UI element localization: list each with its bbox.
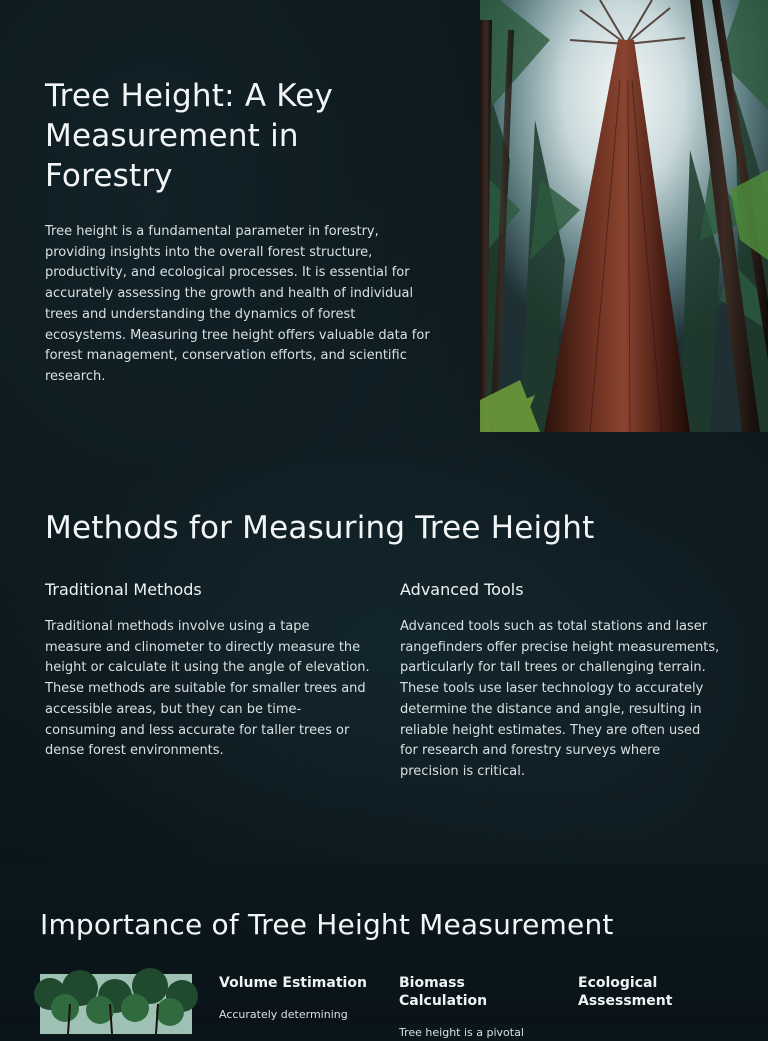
tall-tree-photo-icon [480,0,768,432]
forest-canopy-photo-icon [40,974,192,1034]
methods-section [0,432,768,864]
hero-image [480,0,768,432]
ecological-assessment-card [578,974,698,1024]
hero-section [0,0,768,432]
volume-estimation-card [219,974,369,1023]
biomass-calculation-card [399,974,549,1041]
importance-title: Importance of Tree Height Measurement [40,908,614,941]
importance-card-heading: Biomass Calculation [399,975,488,1009]
method-heading: Advanced Tools [400,580,524,599]
method-body: Advanced tools such as total stations and laser rangefinders offer precise height measurements, particularly for tall trees or challenging terrain. These tools use laser technology to accurately determine the distance and angle, resulting in reliable height estimates. They are often used for research and forestry surveys where precision is critical. [400,619,720,779]
importance-card-heading: Ecological Assessment [578,975,673,1009]
methods-title: Methods for Measuring Tree Height [45,510,595,546]
method-heading: Traditional Methods [45,580,202,599]
hero-body: Tree height is a fundamental parameter in forestry, providing insights into the overall forest structure, productivity, and ecological processes. It is essential for accurately assessing the growth and health of individual trees and understanding the dynamics of forest ecosystems. Measuring tree height offers valuable data for forest management, conservation efforts, and scientific research. [45,224,430,384]
method-body: Traditional methods involve using a tape measure and clinometer to directly measure the height or calculate it using the angle of elevation. These methods are suitable for smaller trees and accessible areas, but they can be time-consuming and less accurate for taller trees or dense forest environments. [45,619,370,759]
hero-text [45,76,445,388]
importance-card-body: Accurately determining [219,1008,348,1021]
advanced-tools-card [400,580,720,783]
importance-thumbnail [40,974,192,1034]
hero-title: Tree Height: A Key Measurement in Forestry [45,78,334,194]
importance-card-body: Tree height is a pivotal [399,1026,524,1039]
traditional-methods-card [45,580,370,762]
importance-section [0,864,768,1039]
importance-card-heading: Volume Estimation [219,975,367,991]
